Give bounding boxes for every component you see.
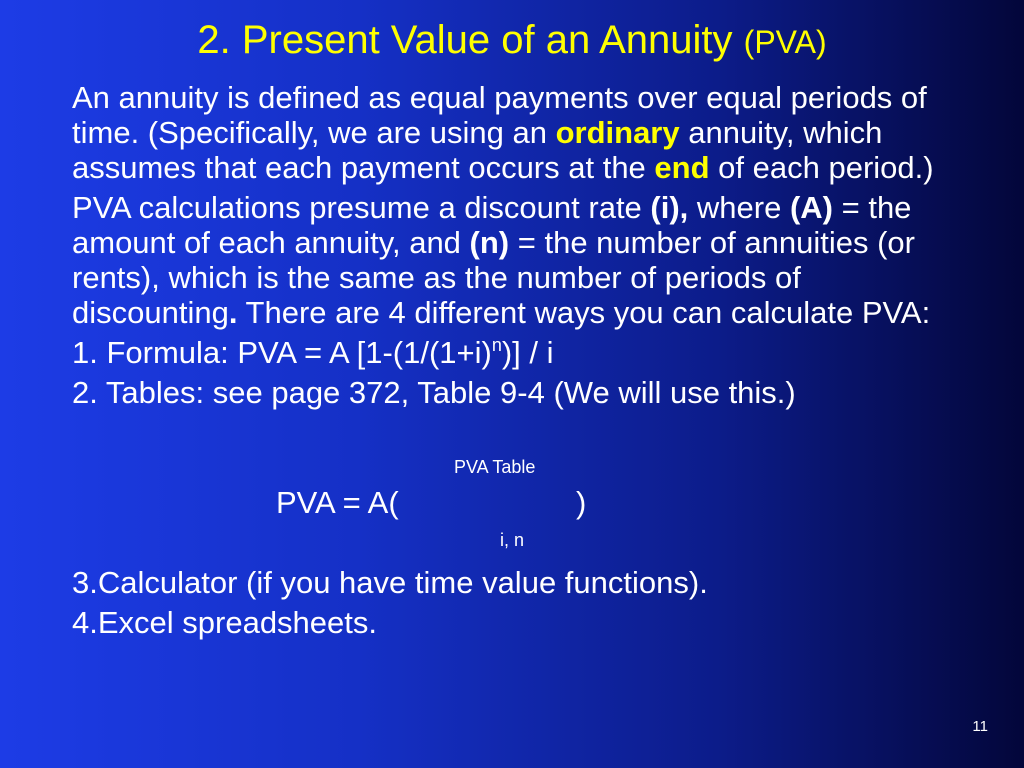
pva-text-2: where: [688, 190, 790, 225]
tables-line: 2. Tables: see page 372, Table 9-4 (We will use this.): [72, 375, 796, 410]
annuity-definition-text-2: annuity, which assumes that each payment occurs at the: [72, 115, 883, 185]
discount-rate-symbol: (i),: [650, 190, 689, 225]
slide-body: [72, 80, 972, 645]
number-of-annuities-symbol: (n): [469, 225, 510, 260]
calculator-line: 3.Calculator (if you have time value functions).: [72, 565, 708, 600]
slide-title-main: 2. Present Value of an Annuity: [197, 18, 733, 62]
equation-lhs: PVA = A(: [276, 485, 399, 520]
pva-text-3: = the amount of each annuity, and: [72, 190, 912, 260]
pva-text-4: = the number of annuities (or rents), which is the same as the number of periods of discounting: [72, 225, 915, 330]
equation-top-label: PVA Table: [454, 457, 536, 477]
pva-calculation-paragraph: [72, 190, 972, 330]
ordinary-highlight: ordinary: [555, 115, 680, 150]
pva-text-5: There are 4 different ways you can calculate PVA:: [237, 295, 931, 330]
excel-line: 4.Excel spreadsheets.: [72, 605, 378, 640]
page-number: 11: [972, 718, 988, 735]
end-highlight: end: [654, 150, 710, 185]
formula-prefix: 1. Formula: PVA = A [1-(1/(1+i): [72, 335, 492, 370]
equation-bottom-label: i, n: [500, 530, 525, 550]
annuity-definition-text: An annuity is defined as equal payments over equal periods of time. (Specifically, we are using an: [72, 80, 927, 150]
formula-suffix: )] / i: [501, 335, 554, 370]
equation-close-paren: ): [576, 485, 587, 520]
annuity-amount-symbol: (A): [789, 190, 833, 225]
formula-exponent: n: [491, 335, 502, 355]
pva-text-1: PVA calculations presume a discount rate: [72, 190, 651, 225]
pva-table-equation: [72, 415, 972, 565]
annuity-definition-paragraph: [72, 80, 972, 185]
slide-title-suffix: (PVA): [743, 24, 827, 60]
annuity-definition-text-3: of each period.): [709, 150, 934, 185]
bold-period: .: [228, 295, 238, 330]
slide-title: [0, 16, 1024, 66]
formula-line: [72, 335, 972, 370]
